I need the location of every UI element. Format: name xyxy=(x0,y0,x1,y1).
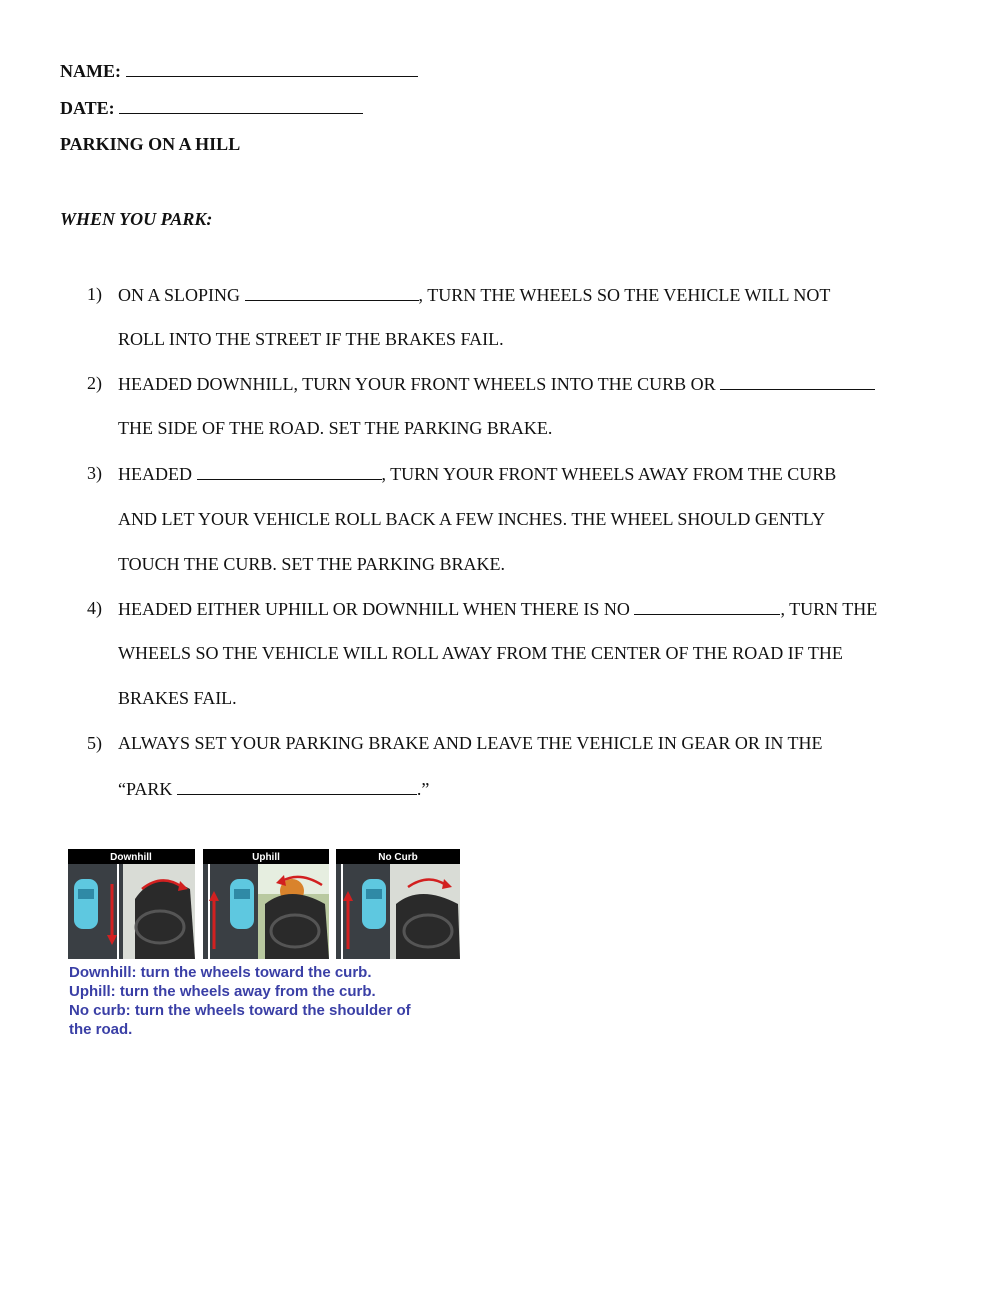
item-line: HEADED DOWNHILL, TURN YOUR FRONT WHEELS INTO THE CURB OR xyxy=(118,373,875,395)
panel-no-curb xyxy=(336,849,460,959)
item-line: ROLL INTO THE STREET IF THE BRAKES FAIL. xyxy=(118,329,504,349)
caption-line: No curb: turn the wheels toward the shoulder of xyxy=(69,1002,411,1019)
answer-blank[interactable] xyxy=(245,284,419,301)
name-field xyxy=(60,60,418,82)
item-number: 5) xyxy=(87,733,102,753)
answer-blank[interactable] xyxy=(177,778,417,795)
item-line: TOUCH THE CURB. SET THE PARKING BRAKE. xyxy=(118,554,506,574)
item-line: WHEELS SO THE VEHICLE WILL ROLL AWAY FROM THE CENTER OF THE ROAD IF THE xyxy=(118,643,843,663)
item-line: ON A SLOPING , TURN THE WHEELS SO THE VEHICLE WILL NOT xyxy=(118,285,831,305)
panel-label-uphill: Uphill xyxy=(252,852,280,863)
item-line: THE SIDE OF THE ROAD. SET THE PARKING BRAKE. xyxy=(118,418,553,438)
date-field xyxy=(60,97,363,119)
item-line: BRAKES FAIL. xyxy=(118,688,237,708)
name-blank[interactable] xyxy=(126,60,418,77)
item-line: AND LET YOUR VEHICLE ROLL BACK A FEW INCHES. THE WHEEL SHOULD GENTLY xyxy=(118,509,826,529)
panel-label-no-curb: No Curb xyxy=(378,852,418,863)
panel-uphill xyxy=(203,849,329,959)
item-number: 3) xyxy=(87,463,102,483)
item-line: ALWAYS SET YOUR PARKING BRAKE AND LEAVE THE VEHICLE IN GEAR OR IN THE xyxy=(118,733,823,753)
item-line: HEADED EITHER UPHILL OR DOWNHILL WHEN THERE IS NO , TURN THE xyxy=(118,599,878,619)
panel-downhill xyxy=(68,849,195,959)
panel-label-downhill: Downhill xyxy=(110,852,152,863)
item-number: 2) xyxy=(87,373,102,393)
answer-blank[interactable] xyxy=(720,373,875,390)
caption-line: Downhill: turn the wheels toward the curb. xyxy=(69,964,372,981)
item-number: 1) xyxy=(87,284,102,304)
answer-blank[interactable] xyxy=(197,463,382,480)
answer-blank[interactable] xyxy=(634,598,780,615)
name-label: NAME: xyxy=(60,61,121,81)
figure-caption xyxy=(69,963,469,1039)
page-title: PARKING ON A HILL xyxy=(60,134,241,154)
parking-illustration xyxy=(60,849,460,959)
date-label: DATE: xyxy=(60,98,115,118)
caption-line: the road. xyxy=(69,1021,133,1038)
subheading: WHEN YOU PARK: xyxy=(60,209,213,229)
date-blank[interactable] xyxy=(119,97,363,114)
item-line: HEADED , TURN YOUR FRONT WHEELS AWAY FROM THE CURB xyxy=(118,464,837,484)
caption-line: Uphill: turn the wheels away from the curb. xyxy=(69,983,376,1000)
item-number: 4) xyxy=(87,598,102,618)
item-line: “PARK .” xyxy=(118,779,430,799)
parking-illustration-svg xyxy=(60,849,460,959)
